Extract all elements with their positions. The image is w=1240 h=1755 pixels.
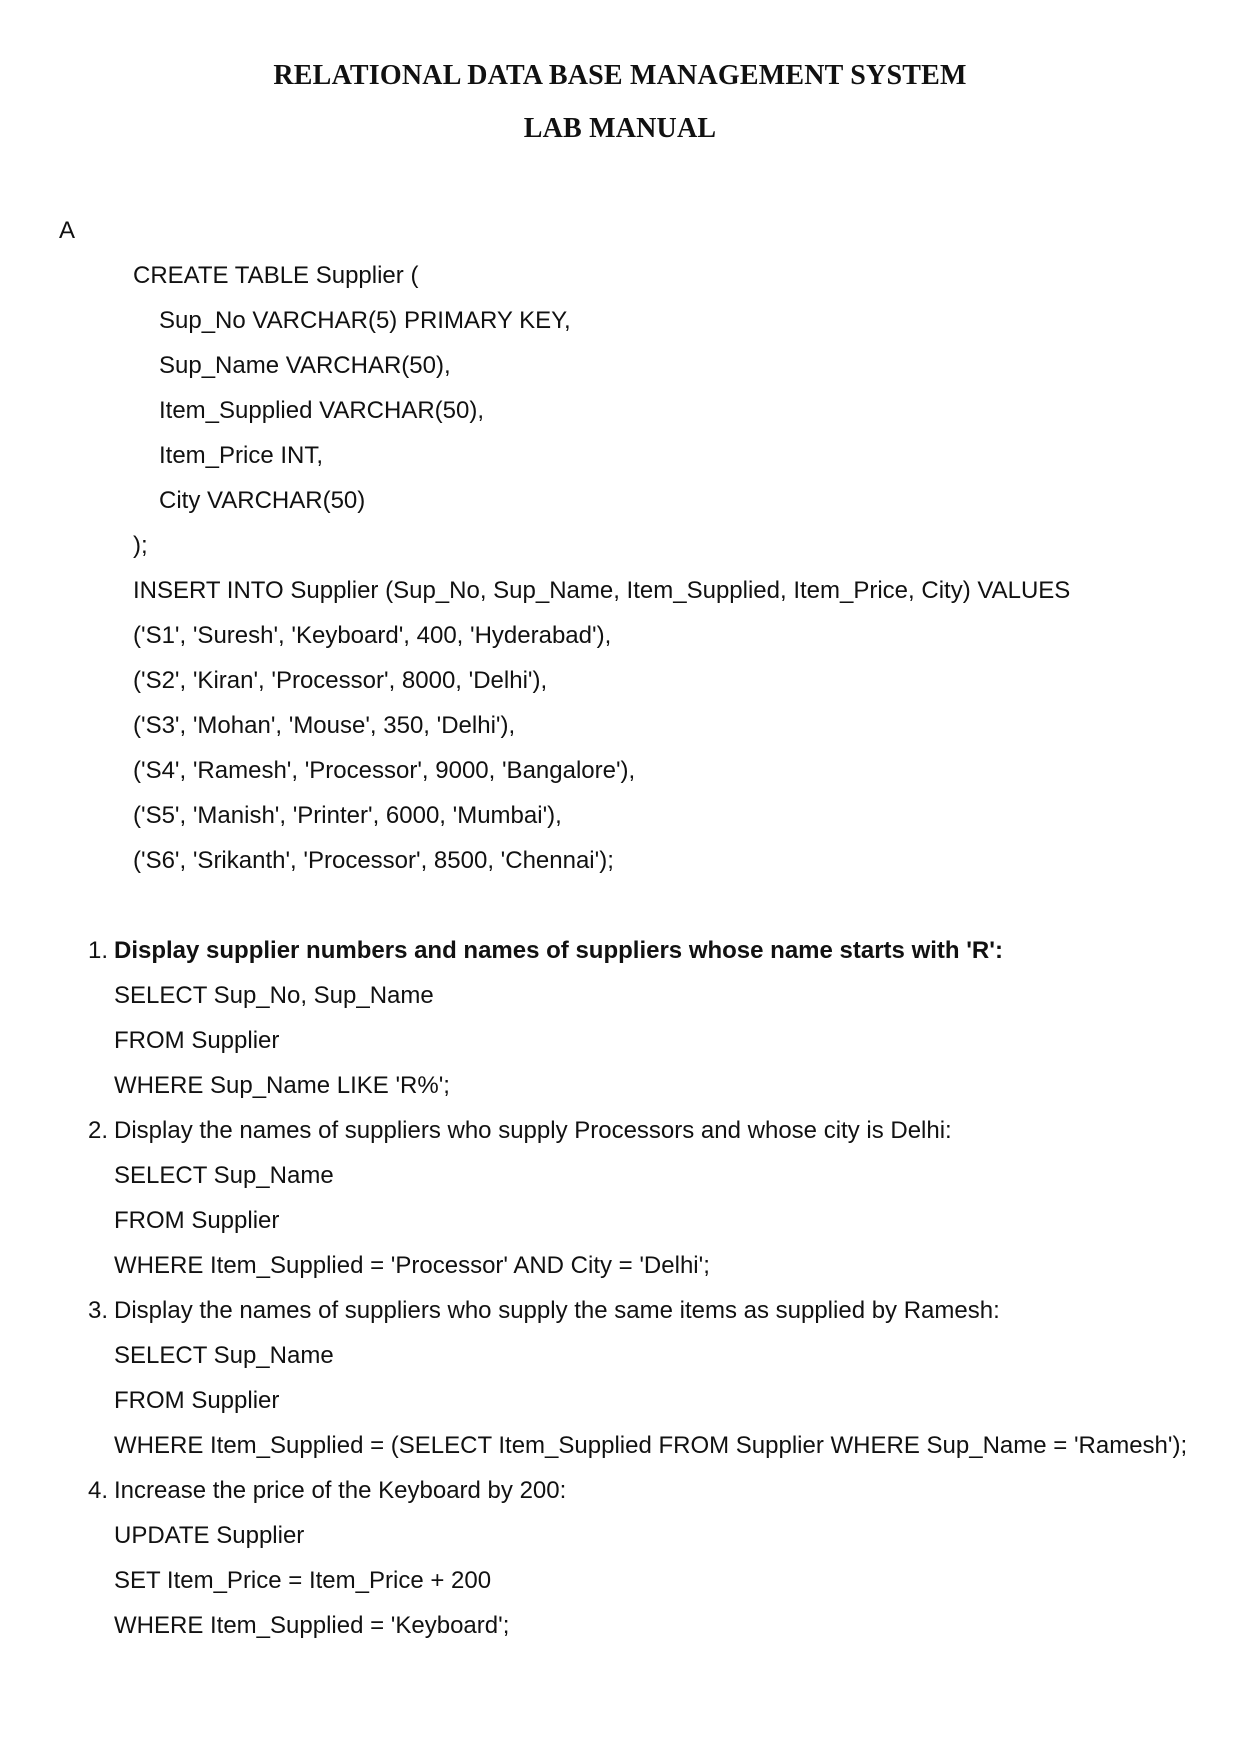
section-label: A <box>59 217 76 244</box>
question-text: Display the names of suppliers who supply Processors and whose city is Delhi: <box>114 1117 952 1144</box>
sql-line: FROM Supplier <box>114 1387 280 1414</box>
sql-line: SET Item_Price = Item_Price + 200 <box>114 1567 492 1594</box>
sql-line: SELECT Sup_Name <box>114 1342 334 1369</box>
sql-line: SELECT Sup_No, Sup_Name <box>114 982 434 1009</box>
create-table-line: Item_Supplied VARCHAR(50), <box>159 397 485 424</box>
sql-line: FROM Supplier <box>114 1207 280 1234</box>
question-number: 4. <box>88 1477 109 1504</box>
sql-line: FROM Supplier <box>114 1027 280 1054</box>
question-text: Display the names of suppliers who supply the same items as supplied by Ramesh: <box>114 1297 1000 1324</box>
document-title: RELATIONAL DATA BASE MANAGEMENT SYSTEM <box>273 60 967 91</box>
insert-line: ('S1', 'Suresh', 'Keyboard', 400, 'Hyderabad'), <box>133 622 612 649</box>
question-number: 2. <box>88 1117 109 1144</box>
insert-line: ('S3', 'Mohan', 'Mouse', 350, 'Delhi'), <box>133 712 516 739</box>
insert-line: ('S5', 'Manish', 'Printer', 6000, 'Mumbai'), <box>133 802 562 829</box>
sql-line: WHERE Sup_Name LIKE 'R%'; <box>114 1072 450 1099</box>
create-table-line: Item_Price INT, <box>159 442 324 469</box>
sql-line: WHERE Item_Supplied = (SELECT Item_Supplied FROM Supplier WHERE Sup_Name = 'Ramesh'); <box>114 1432 1188 1459</box>
insert-line: ('S2', 'Kiran', 'Processor', 8000, 'Delhi'), <box>133 667 548 694</box>
create-table-line: Sup_No VARCHAR(5) PRIMARY KEY, <box>159 307 571 334</box>
create-table-line: Sup_Name VARCHAR(50), <box>159 352 451 379</box>
sql-line: UPDATE Supplier <box>114 1522 305 1549</box>
sql-line: SELECT Sup_Name <box>114 1162 334 1189</box>
create-table-line: ); <box>133 532 148 559</box>
sql-line: WHERE Item_Supplied = 'Processor' AND City = 'Delhi'; <box>114 1252 710 1279</box>
insert-line: ('S6', 'Srikanth', 'Processor', 8500, 'Chennai'); <box>133 847 614 874</box>
question-text: Increase the price of the Keyboard by 200: <box>114 1477 567 1504</box>
sql-line: WHERE Item_Supplied = 'Keyboard'; <box>114 1612 510 1639</box>
question-number: 1. <box>88 937 109 964</box>
document-subtitle: LAB MANUAL <box>523 113 717 144</box>
question-text: Display supplier numbers and names of suppliers whose name starts with 'R': <box>114 937 1003 964</box>
insert-line: ('S4', 'Ramesh', 'Processor', 9000, 'Bangalore'), <box>133 757 636 784</box>
create-table-line: CREATE TABLE Supplier ( <box>133 262 419 289</box>
insert-line: INSERT INTO Supplier (Sup_No, Sup_Name, Item_Supplied, Item_Price, City) VALUES <box>133 577 1071 604</box>
question-number: 3. <box>88 1297 109 1324</box>
create-table-line: City VARCHAR(50) <box>159 487 366 514</box>
